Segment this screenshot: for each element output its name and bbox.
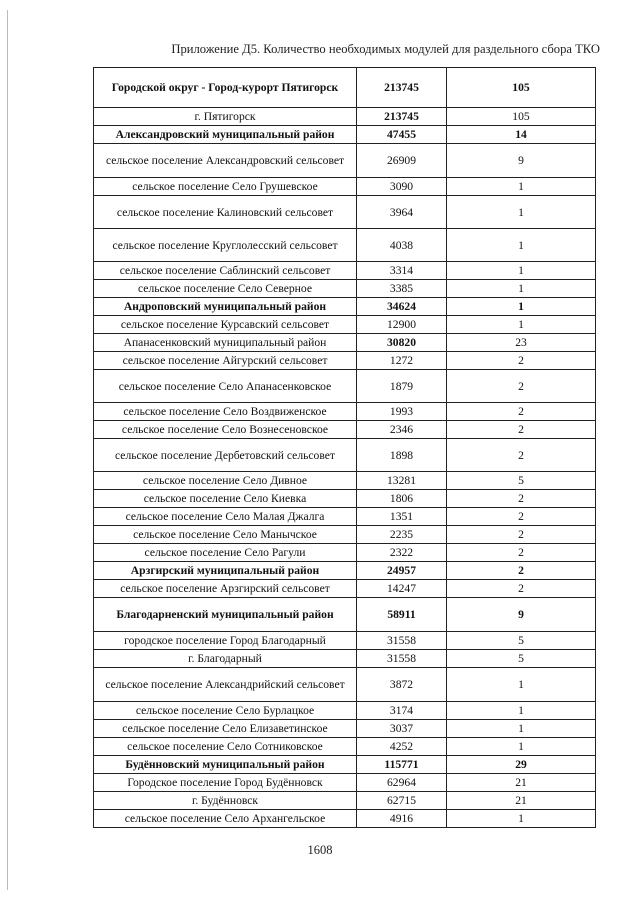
table-row [94, 756, 596, 774]
row-name-cell: сельское поселение Курсавский сельсовет [94, 316, 357, 334]
row-name-cell: сельское поселение Айгурский сельсовет [94, 352, 357, 370]
row-name-cell: Александровский муниципальный район [94, 126, 357, 144]
row-population-cell: 1351 [357, 508, 447, 526]
row-name-cell: сельское поселение Село Киевка [94, 490, 357, 508]
row-modules-cell: 105 [447, 108, 596, 126]
table-row [94, 508, 596, 526]
row-modules-cell: 21 [447, 774, 596, 792]
table-row [94, 144, 596, 178]
row-population-cell: 3385 [357, 280, 447, 298]
row-population-cell: 62715 [357, 792, 447, 810]
row-name-cell: Апанасенковский муниципальный район [94, 334, 357, 352]
row-population-cell: 24957 [357, 562, 447, 580]
row-modules-cell: 1 [447, 702, 596, 720]
row-modules-cell: 1 [447, 810, 596, 828]
row-population-cell: 3174 [357, 702, 447, 720]
row-population-cell: 3964 [357, 196, 447, 229]
table-row [94, 334, 596, 352]
row-population-cell: 3037 [357, 720, 447, 738]
row-modules-cell: 2 [447, 562, 596, 580]
page-number: 1608 [307, 843, 333, 857]
row-population-cell: 2235 [357, 526, 447, 544]
table-row [94, 108, 596, 126]
row-modules-cell: 105 [447, 68, 596, 108]
row-name-cell: сельское поселение Село Апанасенковское [94, 370, 357, 403]
table-row [94, 196, 596, 229]
table-row [94, 178, 596, 196]
row-population-cell: 2322 [357, 544, 447, 562]
modules-table [93, 67, 596, 828]
row-population-cell: 13281 [357, 472, 447, 490]
row-modules-cell: 1 [447, 668, 596, 702]
row-modules-cell: 1 [447, 280, 596, 298]
table-row [94, 370, 596, 403]
row-population-cell: 3872 [357, 668, 447, 702]
row-population-cell: 62964 [357, 774, 447, 792]
row-name-cell: Арзгирский муниципальный район [94, 562, 357, 580]
row-modules-cell: 5 [447, 472, 596, 490]
row-modules-cell: 2 [447, 403, 596, 421]
row-name-cell: сельское поселение Александрийский сельсовет [94, 668, 357, 702]
table-row [94, 472, 596, 490]
row-population-cell: 26909 [357, 144, 447, 178]
row-population-cell: 30820 [357, 334, 447, 352]
row-modules-cell: 1 [447, 196, 596, 229]
row-name-cell: сельское поселение Арзгирский сельсовет [94, 580, 357, 598]
table-row [94, 774, 596, 792]
table-row [94, 526, 596, 544]
row-name-cell: г. Будённовск [94, 792, 357, 810]
row-name-cell: сельское поселение Село Манычское [94, 526, 357, 544]
row-modules-cell: 1 [447, 316, 596, 334]
row-modules-cell: 1 [447, 720, 596, 738]
row-name-cell: сельское поселение Село Рагули [94, 544, 357, 562]
row-population-cell: 47455 [357, 126, 447, 144]
row-name-cell: сельское поселение Село Дивное [94, 472, 357, 490]
table-row [94, 544, 596, 562]
row-modules-cell: 2 [447, 526, 596, 544]
row-population-cell: 31558 [357, 650, 447, 668]
table-row [94, 421, 596, 439]
row-modules-cell: 2 [447, 421, 596, 439]
row-population-cell: 58911 [357, 598, 447, 632]
row-modules-cell: 9 [447, 598, 596, 632]
row-population-cell: 4252 [357, 738, 447, 756]
table-row [94, 720, 596, 738]
row-name-cell: г. Пятигорск [94, 108, 357, 126]
row-modules-cell: 14 [447, 126, 596, 144]
row-modules-cell: 1 [447, 178, 596, 196]
row-population-cell: 1806 [357, 490, 447, 508]
row-population-cell: 3314 [357, 262, 447, 280]
row-modules-cell: 5 [447, 632, 596, 650]
row-name-cell: сельское поселение Дербетовский сельсовет [94, 439, 357, 472]
row-name-cell: сельское поселение Калиновский сельсовет [94, 196, 357, 229]
row-name-cell: сельское поселение Село Вознесеновское [94, 421, 357, 439]
table-row [94, 490, 596, 508]
row-name-cell: сельское поселение Село Сотниковское [94, 738, 357, 756]
row-population-cell: 1993 [357, 403, 447, 421]
row-modules-cell: 5 [447, 650, 596, 668]
row-name-cell: сельское поселение Село Грушевское [94, 178, 357, 196]
row-name-cell: сельское поселение Село Бурлацкое [94, 702, 357, 720]
table-row [94, 738, 596, 756]
row-population-cell: 4038 [357, 229, 447, 262]
row-name-cell: сельское поселение Круглолесский сельсовет [94, 229, 357, 262]
row-modules-cell: 2 [447, 580, 596, 598]
row-population-cell: 1879 [357, 370, 447, 403]
row-name-cell: сельское поселение Село Елизаветинское [94, 720, 357, 738]
row-population-cell: 213745 [357, 108, 447, 126]
table-row [94, 316, 596, 334]
table-row [94, 632, 596, 650]
table-row [94, 229, 596, 262]
row-name-cell: Будённовский муниципальный район [94, 756, 357, 774]
table-row [94, 562, 596, 580]
row-population-cell: 31558 [357, 632, 447, 650]
row-modules-cell: 2 [447, 508, 596, 526]
row-modules-cell: 2 [447, 370, 596, 403]
row-modules-cell: 1 [447, 298, 596, 316]
table-row [94, 403, 596, 421]
row-modules-cell: 29 [447, 756, 596, 774]
row-name-cell: Благодарненский муниципальный район [94, 598, 357, 632]
table-row [94, 68, 596, 108]
table-row [94, 810, 596, 828]
row-population-cell: 12900 [357, 316, 447, 334]
row-population-cell: 14247 [357, 580, 447, 598]
row-modules-cell: 21 [447, 792, 596, 810]
table-row [94, 650, 596, 668]
row-name-cell: сельское поселение Село Северное [94, 280, 357, 298]
row-population-cell: 3090 [357, 178, 447, 196]
scan-edge-mark [7, 10, 8, 890]
table-row [94, 702, 596, 720]
row-population-cell: 4916 [357, 810, 447, 828]
row-name-cell: сельское поселение Александровский сельсовет [94, 144, 357, 178]
table-row [94, 792, 596, 810]
row-name-cell: г. Благодарный [94, 650, 357, 668]
table-row [94, 126, 596, 144]
row-population-cell: 115771 [357, 756, 447, 774]
table-row [94, 298, 596, 316]
row-modules-cell: 23 [447, 334, 596, 352]
row-name-cell: Городской округ - Город-курорт Пятигорск [94, 68, 357, 108]
table-body [94, 68, 596, 828]
table-row [94, 262, 596, 280]
row-population-cell: 1272 [357, 352, 447, 370]
table-row [94, 580, 596, 598]
row-modules-cell: 2 [447, 352, 596, 370]
table-row [94, 280, 596, 298]
row-population-cell: 1898 [357, 439, 447, 472]
row-modules-cell: 2 [447, 439, 596, 472]
row-name-cell: сельское поселение Село Архангельское [94, 810, 357, 828]
row-modules-cell: 2 [447, 490, 596, 508]
row-name-cell: сельское поселение Село Воздвиженское [94, 403, 357, 421]
row-name-cell: Городское поселение Город Будённовск [94, 774, 357, 792]
row-population-cell: 34624 [357, 298, 447, 316]
table-row [94, 598, 596, 632]
table-row [94, 439, 596, 472]
row-modules-cell: 1 [447, 738, 596, 756]
row-modules-cell: 2 [447, 544, 596, 562]
row-name-cell: сельское поселение Саблинский сельсовет [94, 262, 357, 280]
table-row [94, 352, 596, 370]
row-name-cell: городское поселение Город Благодарный [94, 632, 357, 650]
row-modules-cell: 1 [447, 229, 596, 262]
row-modules-cell: 1 [447, 262, 596, 280]
table-row [94, 668, 596, 702]
row-modules-cell: 9 [447, 144, 596, 178]
row-name-cell: Андроповский муниципальный район [94, 298, 357, 316]
row-population-cell: 2346 [357, 421, 447, 439]
row-population-cell: 213745 [357, 68, 447, 108]
page-header: Приложение Д5. Количество необходимых модулей для раздельного сбора ТКО [171, 42, 600, 56]
row-name-cell: сельское поселение Село Малая Джалга [94, 508, 357, 526]
